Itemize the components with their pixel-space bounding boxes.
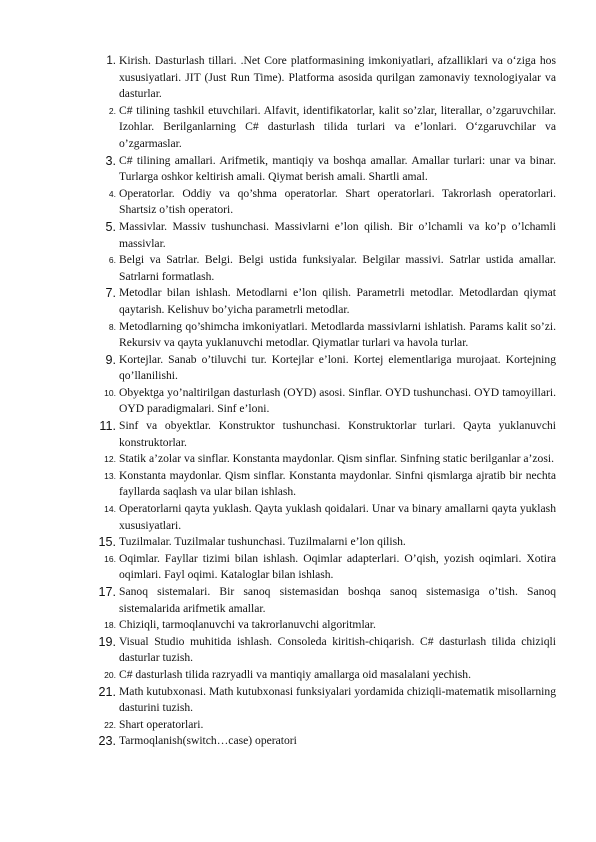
item-number: 4.: [108, 188, 116, 199]
item-number: 17.: [98, 585, 116, 599]
item-number: 2.: [108, 105, 116, 116]
list-item: [94, 53, 556, 103]
list-item: [94, 451, 556, 468]
list-item: [94, 551, 556, 584]
list-item: [94, 733, 556, 750]
item-number: 9.: [105, 352, 116, 367]
item-text: C# tilining amallari. Arifmetik, mantiqiy va boshqa amallar. Amallar turlari: unar va binar. Turlarga oshkor keltirish amali. Qiymat berish amali. Shartli amal.: [119, 153, 556, 184]
list-item: [94, 634, 556, 667]
list-item: [94, 501, 556, 534]
list-item: [94, 584, 556, 617]
item-text: Visual Studio muhitida ishlash. Consoleda kiritish-chiqarish. C# dasturlash tilida chiziqli dasturlar tuzish.: [119, 634, 556, 665]
item-number: 13.: [104, 470, 116, 481]
list-item: [94, 418, 556, 451]
item-number: 3.: [105, 153, 116, 168]
item-number: 12.: [104, 454, 116, 465]
list-item: [94, 153, 556, 186]
item-text: Kortejlar. Sanab o’tiluvchi tur. Kortejlar e’loni. Kortej elementlariga murojaat. Kortejning qo’llanilishi.: [119, 352, 556, 383]
item-text: Shart operatorlari.: [119, 717, 204, 731]
item-number: 7.: [105, 286, 116, 301]
item-number: 14.: [104, 504, 116, 515]
item-text: Operatorlar. Oddiy va qo’shma operatorlar. Shart operatorlari. Takrorlash operatorlari. Shartsiz o’tish operatori.: [119, 186, 556, 217]
item-text: Math kutubxonasi. Math kutubxonasi funksiyalari yordamida chiziqli-matematik misollarning dasturini tuzish.: [119, 684, 556, 715]
item-text: Massivlar. Massiv tushunchasi. Massivlarni e’lon qilish. Bir o’lchamli va ko’p o’lchamli massivlar.: [119, 219, 556, 250]
list-item: [94, 186, 556, 219]
item-text: Obyektga yo’naltirilgan dasturlash (OYD) asosi. Sinflar. OYD tushunchasi. OYD tamoyillari. OYD paradigmalari. Sinf e’loni.: [119, 385, 556, 416]
item-number: 15.: [98, 535, 116, 550]
item-text: Konstanta maydonlar. Qism sinflar. Konstanta maydonlar. Sinfni qismlarga ajratib bir nechta fayllarda saqlash va ular bilan ishlash.: [119, 468, 556, 499]
list-item: [94, 667, 556, 684]
item-text: Oqimlar. Fayllar tizimi bilan ishlash. Oqimlar adapterlari. O’qish, yozish oqimlari. Xotira oqimlari. Fayl oqimi. Kataloglar bilan ishlash.: [119, 551, 556, 582]
item-text: Sanoq sistemalari. Bir sanoq sistemasidan boshqa sanoq sistemasiga o’tish. Sanoq sistemalarida arifmetik amallar.: [119, 585, 556, 615]
item-text: Sinf va obyektlar. Konstruktor tushunchasi. Konstruktorlar turlari. Qayta yuklanuvchi konstruktorlar.: [119, 419, 556, 449]
item-text: Statik a’zolar va sinflar. Konstanta maydonlar. Qism sinflar. Sinfning static berilganlar a’zosi.: [119, 452, 554, 466]
item-number: 20.: [104, 669, 116, 680]
item-text: Tuzilmalar. Tuzilmalar tushunchasi. Tuzilmalarni e’lon qilish.: [119, 535, 406, 549]
item-text: Tarmoqlanish(switch…case) operatori: [119, 734, 297, 748]
topic-list: [94, 53, 556, 750]
item-text: Kirish. Dasturlash tillari. .Net Core platformasining imkoniyatlari, afzalliklari va o‘ziga hos xususiyatlari. JIT (Just Run Time). Platforma asosida qurilgan zamonaviy texnologiyalar va dasturlar.: [119, 54, 556, 101]
item-number: 21.: [98, 684, 116, 699]
list-item: [94, 717, 556, 734]
list-item: [94, 468, 556, 501]
list-item: [94, 684, 556, 717]
item-number: 23.: [98, 734, 116, 749]
list-item: [94, 534, 556, 551]
item-number: 8.: [108, 321, 116, 332]
list-item: [94, 617, 556, 634]
item-text: Chiziqli, tarmoqlanuvchi va takrorlanuvchi algoritmlar.: [119, 618, 376, 632]
item-number: 16.: [104, 553, 116, 564]
item-text: C# dasturlash tilida razryadli va mantiqiy amallarga oid masalalani yechish.: [119, 667, 472, 681]
item-number: 1.: [106, 54, 116, 67]
item-text: Belgi va Satrlar. Belgi. Belgi ustida funksiyalar. Belgilar massivi. Satrlar ustida amallar. Satrlarni formatlash.: [119, 253, 556, 283]
list-item: [94, 219, 556, 252]
list-item: [94, 385, 556, 418]
list-item: [94, 285, 556, 318]
list-item: [94, 319, 556, 352]
item-number: 19.: [98, 634, 116, 649]
item-text: C# tilining tashkil etuvchilari. Alfavit, identifikatorlar, kalit so’zlar, literallar, o’zgaruvchilar. Izohlar. Berilganlarning C# dasturlash tilida turlari va e’lonlari. O‘zgaruvchilar va o’zgarmaslar.: [119, 103, 556, 150]
item-number: 18.: [104, 620, 116, 631]
item-number: 6.: [108, 255, 116, 266]
list-item: [94, 252, 556, 285]
item-text: Operatorlarni qayta yuklash. Qayta yuklash qoidalari. Unar va binary amallarni qayta yuklash xususiyatlari.: [119, 502, 556, 532]
list-item: [94, 103, 556, 153]
item-number: 22.: [104, 719, 116, 730]
item-number: 11.: [99, 419, 116, 434]
item-text: Metodlar bilan ishlash. Metodlarni e’lon qilish. Parametrli metodlar. Metodlardan qiymat qaytarish. Kelishuv bo’yicha parametrli metodlar.: [119, 286, 556, 316]
item-number: 5.: [105, 219, 116, 234]
item-text: Metodlarning qo’shimcha imkoniyatlari. Metodlarda massivlarni ishlatish. Params kalit so’zi. Rekursiv va qayta yuklanuvchi metodlar. Qiymatlar turlari va havola turlar.: [119, 319, 556, 350]
list-item: [94, 352, 556, 385]
item-number: 10.: [104, 387, 116, 398]
